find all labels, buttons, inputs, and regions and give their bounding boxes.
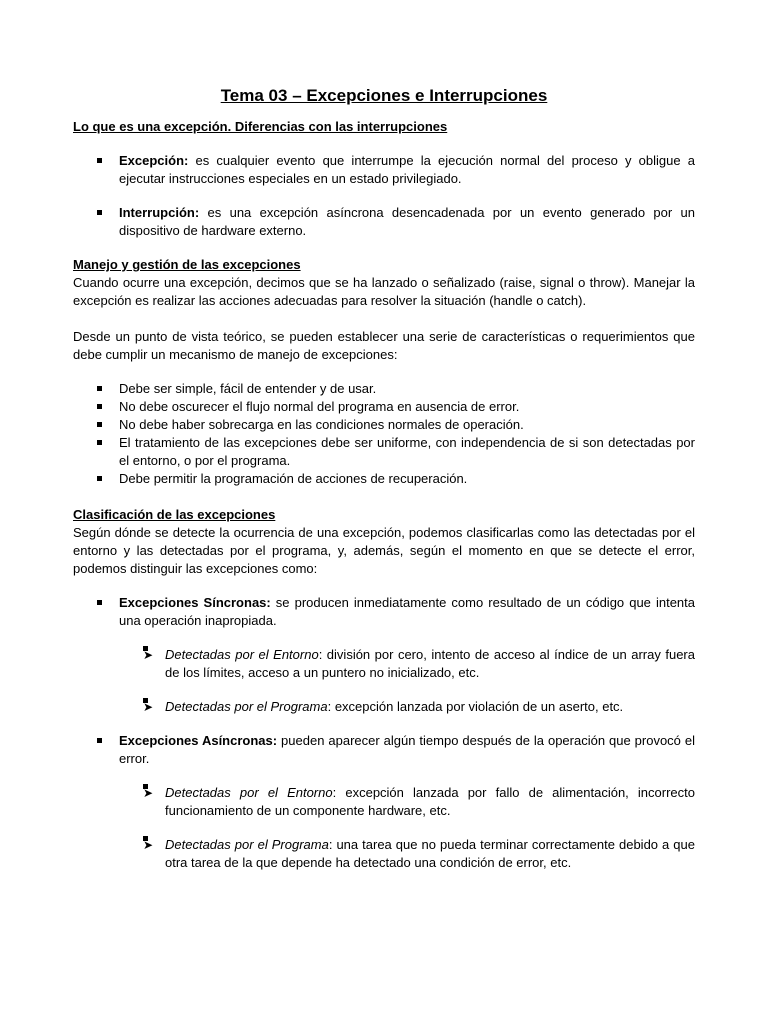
sub-text: : una tarea que no pueda terminar correctamente debido a que otra tarea de la que depende ha detectado una condición de error, etc.	[165, 837, 695, 870]
term-interruption: Interrupción:	[119, 205, 200, 220]
sub-term: Detectadas por el Programa	[165, 837, 329, 852]
term-exception: Excepción:	[119, 153, 189, 168]
list-item: No debe haber sobrecarga en las condiciones normales de operación.	[73, 416, 695, 434]
definition-sync: se producen inmediatamente como resultado de un código que intenta una operación inapropiada.	[119, 595, 695, 628]
section-heading-classification: Clasificación de las excepciones	[73, 507, 276, 522]
definition-list	[73, 152, 695, 240]
term-async: Excepciones Asíncronas:	[119, 733, 278, 748]
page-title: Tema 03 – Excepciones e Interrupciones	[220, 86, 548, 105]
paragraph-requirements-intro: Desde un punto de vista teórico, se pueden establecer una serie de características o requerimientos que debe cumplir un mecanismo de manejo de excepciones:	[73, 329, 695, 362]
term-sync: Excepciones Síncronas:	[119, 595, 271, 610]
list-item: Debe permitir la programación de acciones de recuperación.	[73, 470, 695, 488]
list-item-interruption	[73, 204, 695, 240]
document-body	[73, 84, 695, 888]
sub-text: : división por cero, intento de acceso al índice de un array fuera de los límites, acceso a un puntero no inicializado, etc.	[165, 647, 695, 680]
classification-list	[73, 594, 695, 872]
paragraph-classification-intro: Según dónde se detecte la ocurrencia de una excepción, podemos clasificarlas como las detectadas por el entorno y las detectadas por el programa, y, además, según el momento en que se detecte el error, podemos distinguir las excepciones como:	[73, 525, 695, 576]
list-item: Debe ser simple, fácil de entender y de usar.	[73, 380, 695, 398]
list-item-exception	[73, 152, 695, 188]
section-heading-definition: Lo que es una excepción. Diferencias con las interrupciones	[73, 119, 448, 134]
async-sublist	[73, 784, 695, 872]
definition-interruption: es una excepción asíncrona desencadenada por un evento generado por un dispositivo de hardware externo.	[119, 205, 695, 238]
list-item: El tratamiento de las excepciones debe ser uniforme, con independencia de si son detectadas por el entorno, o por el programa.	[73, 434, 695, 470]
paragraph-handling-intro: Cuando ocurre una excepción, decimos que se ha lanzado o señalizado (raise, signal o throw). Manejar la excepción es realizar las acciones adecuadas para resolver la situación (handle o catch).	[73, 275, 695, 308]
list-item-async	[73, 732, 695, 872]
sub-term: Detectadas por el Entorno	[165, 785, 333, 800]
sublist-item	[73, 698, 695, 716]
sublist-item	[73, 646, 695, 682]
list-item-sync	[73, 594, 695, 716]
sub-term: Detectadas por el Programa	[165, 699, 328, 714]
requirements-list	[73, 380, 695, 488]
sub-text: : excepción lanzada por fallo de alimentación, incorrecto funcionamiento de un componente hardware, etc.	[165, 785, 695, 818]
sub-text: : excepción lanzada por violación de un aserto, etc.	[327, 699, 624, 714]
sublist-item	[73, 836, 695, 872]
sub-term: Detectadas por el Entorno	[165, 647, 319, 662]
definition-exception: es cualquier evento que interrumpe la ejecución normal del proceso y obligue a ejecutar instrucciones especiales en un estado privilegiado.	[119, 153, 695, 186]
list-item: No debe oscurecer el flujo normal del programa en ausencia de error.	[73, 398, 695, 416]
sublist-item	[73, 784, 695, 820]
definition-async: pueden aparecer algún tiempo después de la operación que provocó el error.	[119, 733, 695, 766]
section-heading-handling: Manejo y gestión de las excepciones	[73, 257, 301, 272]
sync-sublist	[73, 646, 695, 716]
